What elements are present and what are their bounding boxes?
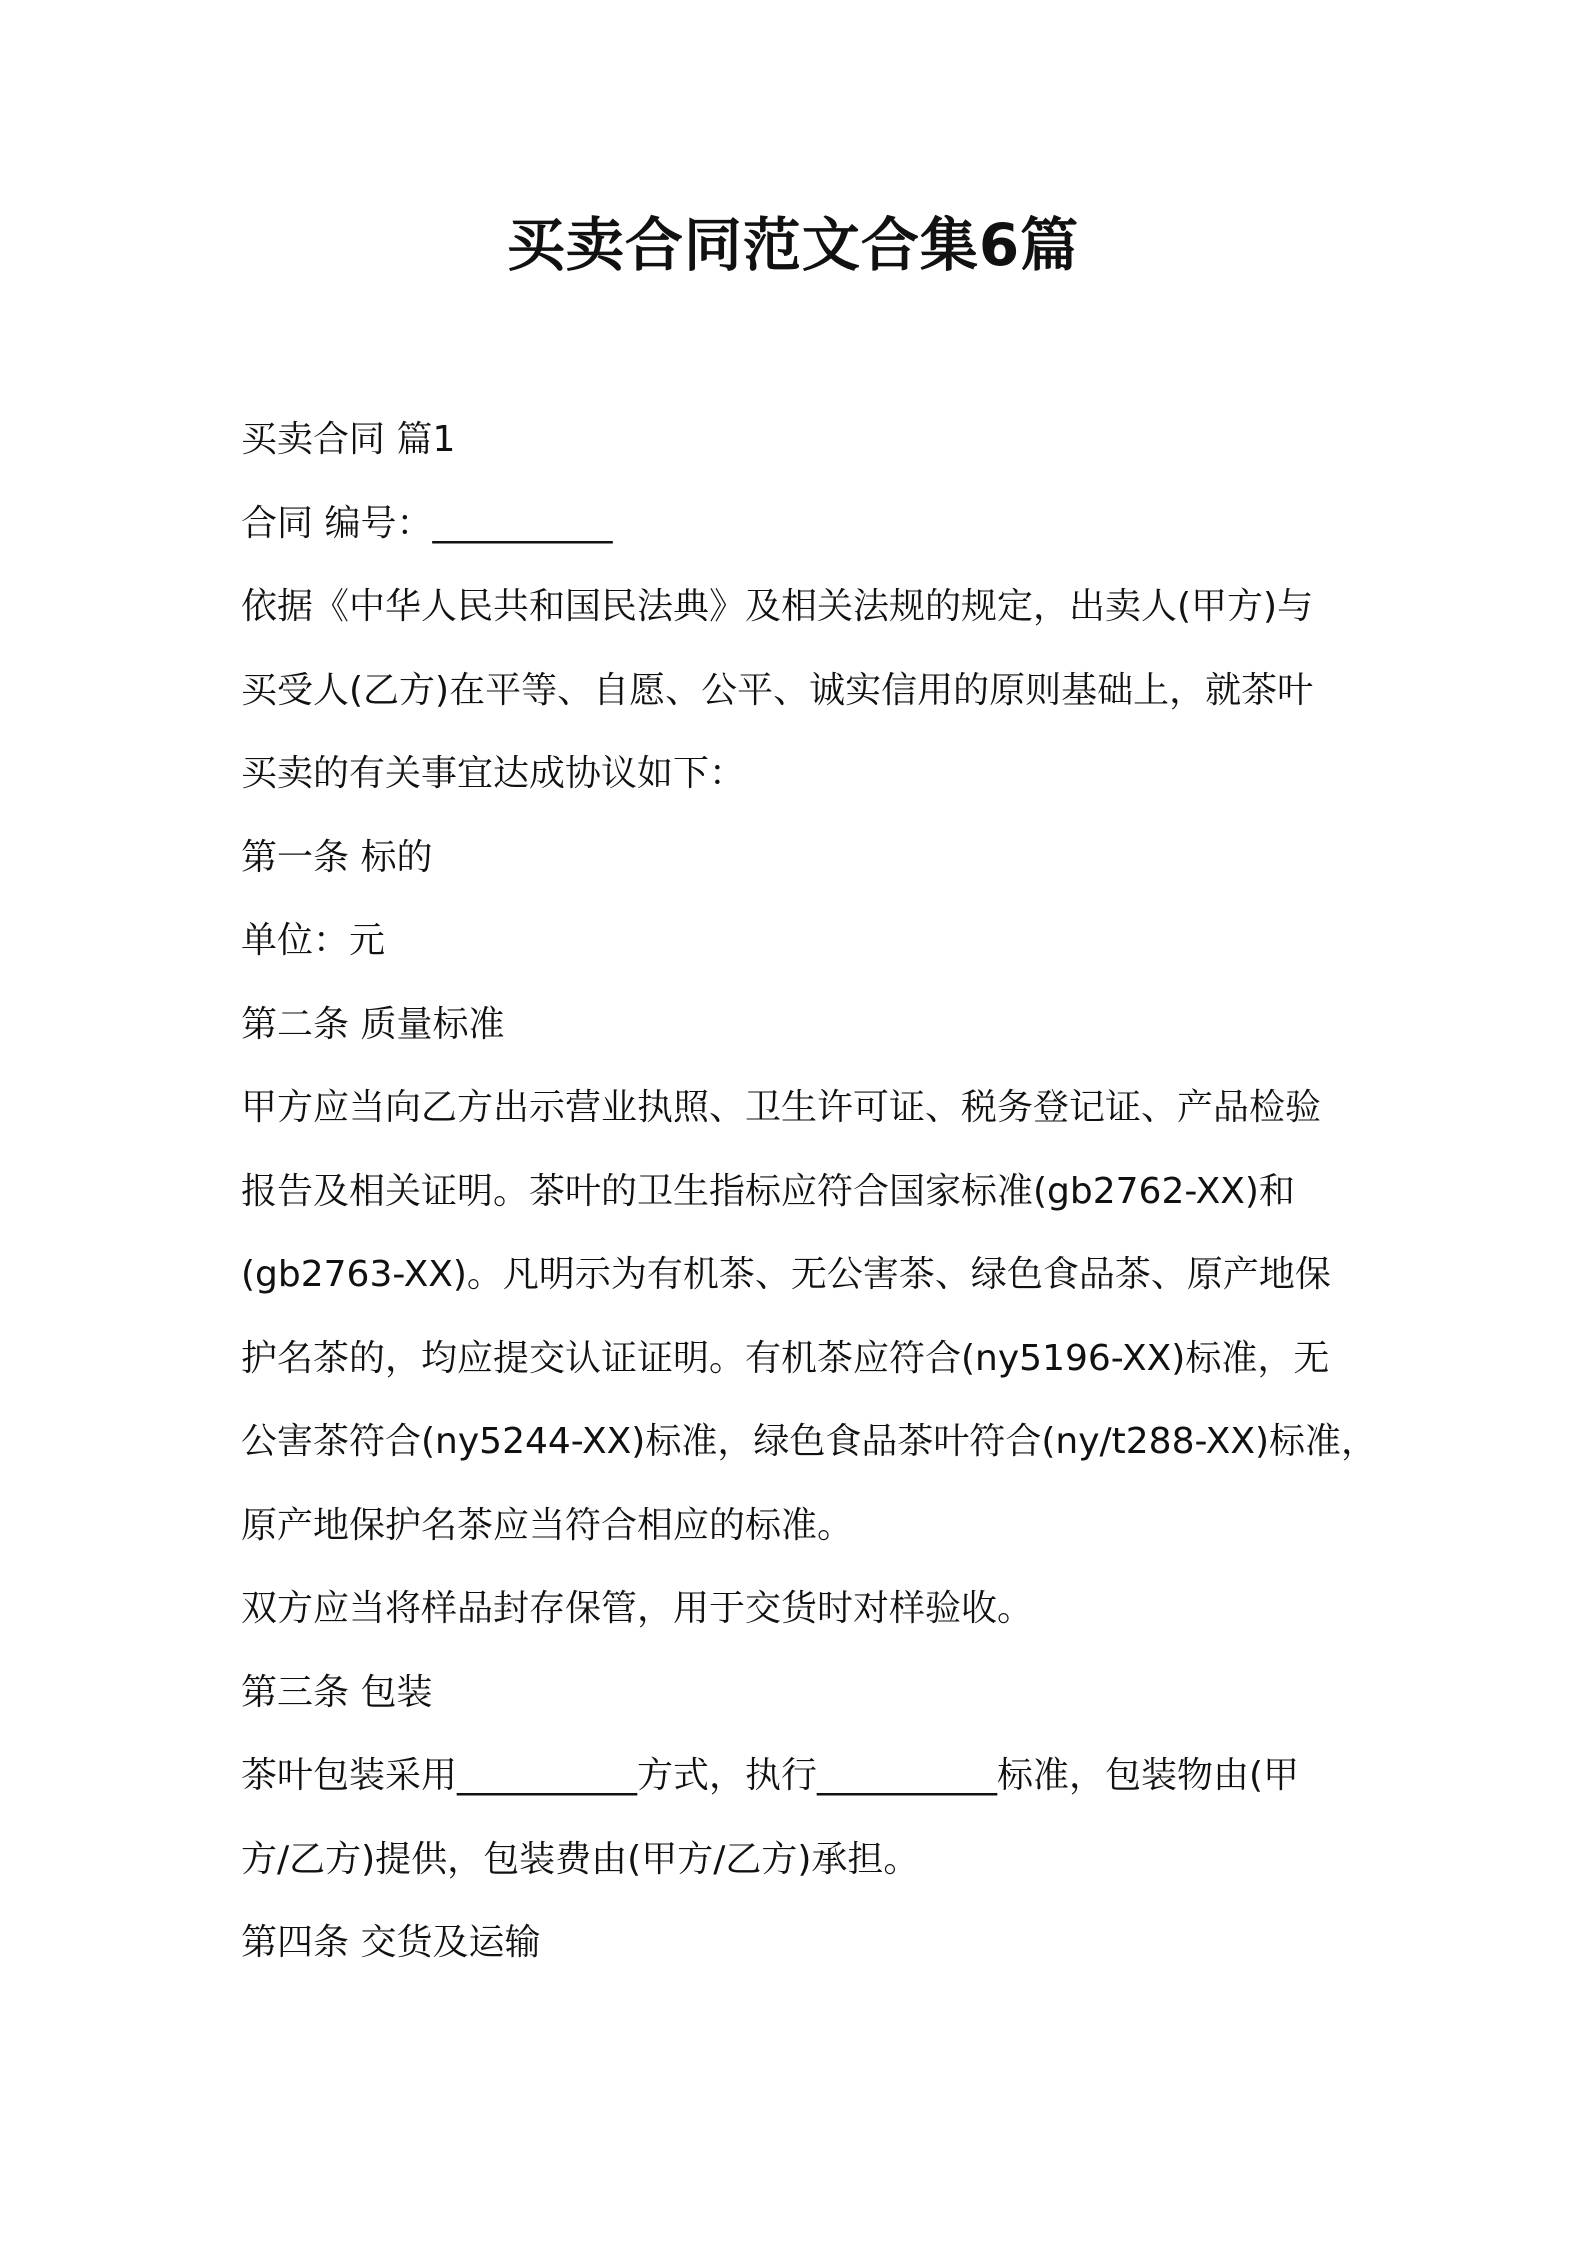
article-heading-3: 第三条 包装 xyxy=(241,1671,433,1713)
document-body xyxy=(241,398,1391,1985)
paragraph-line: 茶叶包装采用__________方式，执行__________标准，包装物由(甲 xyxy=(241,1755,1300,1796)
unit-line: 单位：元 xyxy=(241,920,386,961)
paragraph-line: (gb2763-XX)。凡明示为有机茶、无公害茶、绿色食品茶、原产地保 xyxy=(241,1254,1331,1295)
paragraph-line: 原产地保护名茶应当符合相应的标准。 xyxy=(241,1504,854,1546)
paragraph-line: 报告及相关证明。茶叶的卫生指标应符合国家标准(gb2762-XX)和 xyxy=(241,1170,1295,1212)
paragraph-line: 护名茶的，均应提交认证证明。有机茶应符合(ny5196-XX)标准，无 xyxy=(241,1337,1330,1379)
paragraph-line: 甲方应当向乙方出示营业执照、卫生许可证、税务登记证、产品检验 xyxy=(241,1087,1322,1128)
section-heading-contract-1: 买卖合同 篇1 xyxy=(241,419,456,460)
article-heading-2: 第二条 质量标准 xyxy=(241,1003,505,1045)
contract-number-line: 合同 编号：__________ xyxy=(241,502,613,544)
document-title: 买卖合同范文合集6篇 xyxy=(506,211,1080,279)
article-heading-4: 第四条 交货及运输 xyxy=(241,1922,541,1963)
paragraph-line: 买受人(乙方)在平等、自愿、公平、诚实信用的原则基础上，就茶叶 xyxy=(241,669,1314,711)
paragraph-line: 买卖的有关事宜达成协议如下： xyxy=(241,753,746,794)
paragraph-line: 依据《中华人民共和国民法典》及相关法规的规定，出卖人(甲方)与 xyxy=(241,586,1314,627)
paragraph-line: 公害茶符合(ny5244-XX)标准，绿色食品茶叶符合(ny/t288-XX)标准， xyxy=(241,1421,1378,1462)
paragraph-line: 双方应当将样品封存保管，用于交货时对样验收。 xyxy=(241,1588,1034,1629)
paragraph-line: 方/乙方)提供，包装费由(甲方/乙方)承担。 xyxy=(241,1838,920,1880)
article-heading-1: 第一条 标的 xyxy=(241,836,433,878)
